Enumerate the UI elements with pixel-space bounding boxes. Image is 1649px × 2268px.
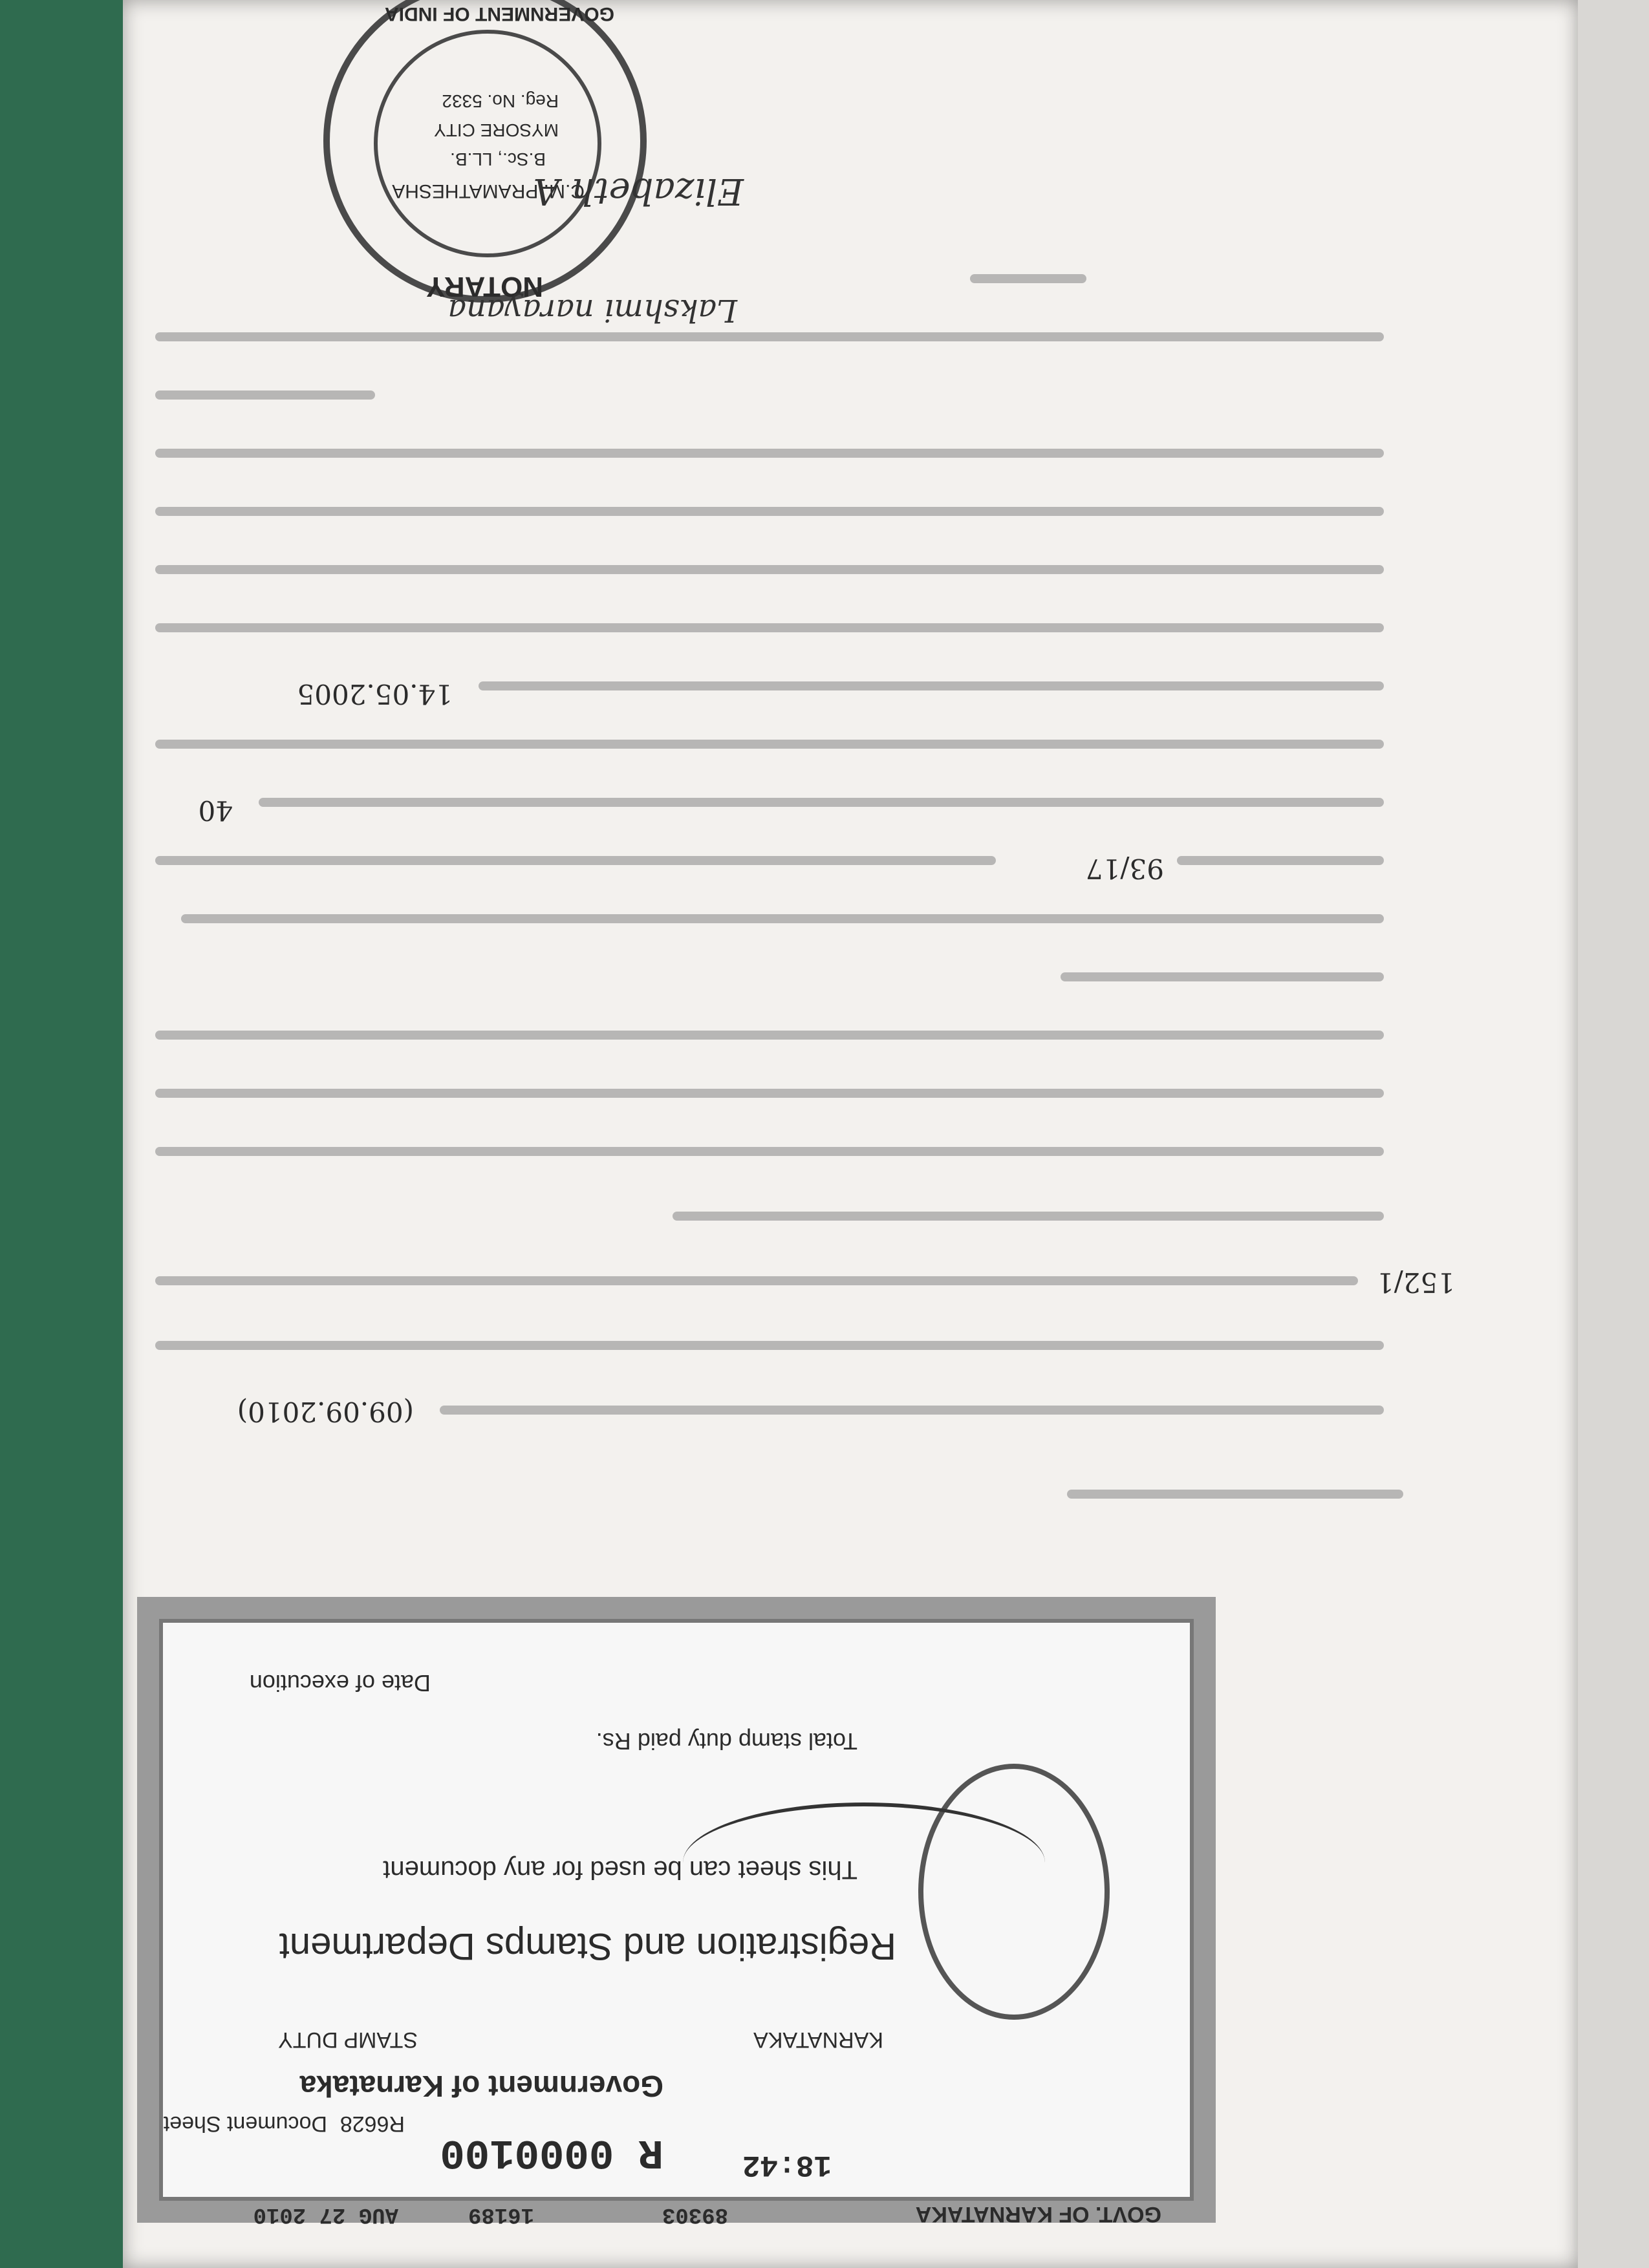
department-title: Registration and Stamps Department — [279, 1925, 896, 1967]
notary-city: MYSORE CITY — [434, 120, 559, 140]
govt-label: GOVT. OF KARNATAKA — [915, 2202, 1161, 2227]
serial-number: 89303 — [662, 2202, 728, 2227]
stamp-number: R 0000100 — [440, 2128, 663, 2175]
ticket-number: 16189 — [468, 2202, 534, 2227]
notary-qualification: B.Sc., LL.B. — [450, 149, 546, 169]
stamp-vendor-signature — [683, 1803, 1045, 1923]
stamp-time: 18:42 — [742, 2148, 832, 2181]
notary-name: C.M. PRAMATHESHA — [392, 180, 585, 202]
document-page — [123, 0, 1578, 2268]
stamp-paper-header — [137, 1597, 1216, 2227]
land-number-2: 93/17 — [1085, 853, 1164, 884]
amount-value: 40 — [198, 795, 233, 826]
rotated-content — [123, 0, 1578, 2268]
notary-ring-bottom: GOVERNMENT OF INDIA — [384, 3, 614, 25]
karnataka-label: KARNATAKA — [753, 2027, 883, 2052]
page-edge — [1578, 0, 1649, 2268]
sheet-type: Document Sheet — [163, 2112, 327, 2136]
signature-lakshmi: Lakshmi narayana — [447, 292, 737, 328]
land-number-1: 152/1 — [1376, 1267, 1455, 1298]
stamp-date: AUG 27 2010 — [253, 2202, 398, 2227]
execution-date-label: Date of execution — [249, 1670, 431, 1696]
registration-date: 14.05.2005 — [297, 678, 453, 710]
total-duty-label: Total stamp duty paid Rs. — [596, 1728, 857, 1755]
signature-elizabeth: Elizabeth A — [533, 170, 744, 212]
sheet-code: R6628 — [339, 2112, 405, 2136]
stamp-duty-label: STAMP DUTY — [278, 2027, 418, 2052]
usage-note: This sheet can be used for any document — [383, 1856, 857, 1884]
government-title: Government of Karnataka — [299, 2070, 663, 2103]
date-reference: (09.09.2010) — [237, 1396, 414, 1428]
notary-inner — [374, 30, 601, 257]
notary-ring-top: NOTARY — [426, 271, 543, 303]
notary-registration: Reg. No. 5332 — [442, 91, 559, 111]
